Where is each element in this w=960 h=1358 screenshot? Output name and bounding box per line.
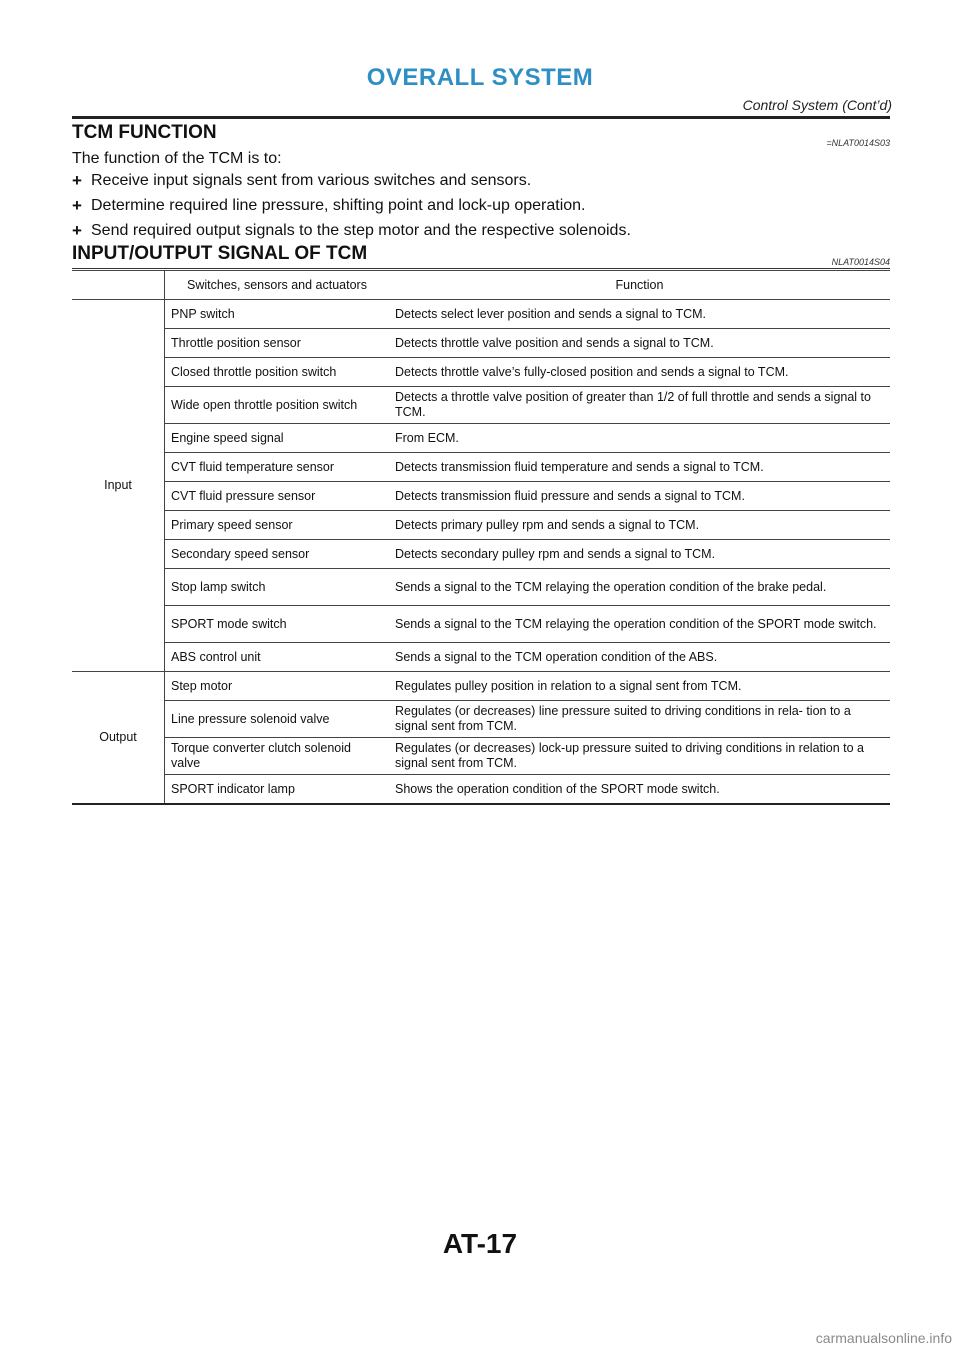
component-cell: SPORT indicator lamp <box>165 775 390 805</box>
component-cell: PNP switch <box>165 300 390 329</box>
function-cell: Detects primary pulley rpm and sends a signal to TCM. <box>389 511 890 540</box>
component-cell: Closed throttle position switch <box>165 358 390 387</box>
table-row <box>72 672 890 701</box>
function-cell: Sends a signal to the TCM relaying the operation condition of the brake pedal. <box>389 569 890 606</box>
table-row <box>72 643 890 672</box>
table-row <box>72 511 890 540</box>
function-cell: Detects throttle valve position and sends a signal to TCM. <box>389 329 890 358</box>
function-cell: From ECM. <box>389 424 890 453</box>
list-item <box>72 218 631 243</box>
function-cell: Detects transmission fluid pressure and sends a signal to TCM. <box>389 482 890 511</box>
function-cell: Regulates pulley position in relation to a signal sent from TCM. <box>389 672 890 701</box>
table-row <box>72 358 890 387</box>
table-row <box>72 738 890 775</box>
function-cell: Shows the operation condition of the SPORT mode switch. <box>389 775 890 805</box>
function-cell: Detects secondary pulley rpm and sends a signal to TCM. <box>389 540 890 569</box>
tcm-function-intro: The function of the TCM is to: <box>72 150 282 167</box>
component-cell: Secondary speed sensor <box>165 540 390 569</box>
component-cell: Torque converter clutch solenoid valve <box>165 738 390 775</box>
table-row <box>72 482 890 511</box>
component-cell: Throttle position sensor <box>165 329 390 358</box>
component-cell: Step motor <box>165 672 390 701</box>
function-cell: Sends a signal to the TCM relaying the operation condition of the SPORT mode switch. <box>389 606 890 643</box>
column-header-group <box>72 271 165 300</box>
list-item <box>72 168 631 193</box>
io-signal-code: NLAT0014S04 <box>831 257 890 267</box>
component-cell: Stop lamp switch <box>165 569 390 606</box>
component-cell: Wide open throttle position switch <box>165 387 390 424</box>
header-divider <box>72 116 890 119</box>
function-cell: Detects throttle valve’s fully-closed position and sends a signal to TCM. <box>389 358 890 387</box>
bullet-icon: + <box>72 196 82 215</box>
function-cell: Regulates (or decreases) line pressure suited to driving conditions in rela- tion to a signal sent from TCM. <box>389 701 890 738</box>
table-row <box>72 701 890 738</box>
function-cell: Detects transmission fluid temperature and sends a signal to TCM. <box>389 453 890 482</box>
io-signal-title: INPUT/OUTPUT SIGNAL OF TCM <box>72 243 368 264</box>
table-row <box>72 775 890 805</box>
table-header-row <box>72 271 890 300</box>
page-header-subtitle: Control System (Cont’d) <box>742 97 892 113</box>
component-cell: Primary speed sensor <box>165 511 390 540</box>
table-row <box>72 329 890 358</box>
table-row <box>72 387 890 424</box>
bullet-text: Receive input signals sent from various switches and sensors. <box>91 172 532 189</box>
table-row <box>72 424 890 453</box>
column-header-function: Function <box>389 271 890 300</box>
io-signal-table <box>72 270 890 805</box>
output-group-label: Output <box>72 672 165 805</box>
tcm-function-title: TCM FUNCTION <box>72 122 217 143</box>
component-cell: CVT fluid temperature sensor <box>165 453 390 482</box>
component-cell: SPORT mode switch <box>165 606 390 643</box>
component-cell: ABS control unit <box>165 643 390 672</box>
page-number: AT-17 <box>442 1228 518 1259</box>
component-cell: Engine speed signal <box>165 424 390 453</box>
component-cell: CVT fluid pressure sensor <box>165 482 390 511</box>
table-row <box>72 300 890 329</box>
bullet-text: Send required output signals to the step motor and the respective solenoids. <box>91 222 631 239</box>
function-cell: Detects a throttle valve position of greater than 1/2 of full throttle and sends a signal to TCM. <box>389 387 890 424</box>
function-cell: Regulates (or decreases) lock-up pressure suited to driving conditions in relation to a signal sent from TCM. <box>389 738 890 775</box>
bullet-icon: + <box>72 221 82 240</box>
table-row <box>72 453 890 482</box>
tcm-function-bullet-list <box>72 168 631 243</box>
list-item <box>72 193 631 218</box>
tcm-function-code: =NLAT0014S03 <box>826 138 890 148</box>
bullet-text: Determine required line pressure, shifting point and lock-up operation. <box>91 197 586 214</box>
function-cell: Sends a signal to the TCM operation condition of the ABS. <box>389 643 890 672</box>
table-row <box>72 540 890 569</box>
bullet-icon: + <box>72 171 82 190</box>
page-header-title: OVERALL SYSTEM <box>366 64 594 91</box>
component-cell: Line pressure solenoid valve <box>165 701 390 738</box>
io-signal-divider <box>72 268 890 269</box>
input-group-label: Input <box>72 300 165 672</box>
table-row <box>72 606 890 643</box>
table-row <box>72 569 890 606</box>
watermark-text: carmanualsonline.info <box>815 1330 952 1346</box>
column-header-component: Switches, sensors and actuators <box>165 271 390 300</box>
function-cell: Detects select lever position and sends a signal to TCM. <box>389 300 890 329</box>
